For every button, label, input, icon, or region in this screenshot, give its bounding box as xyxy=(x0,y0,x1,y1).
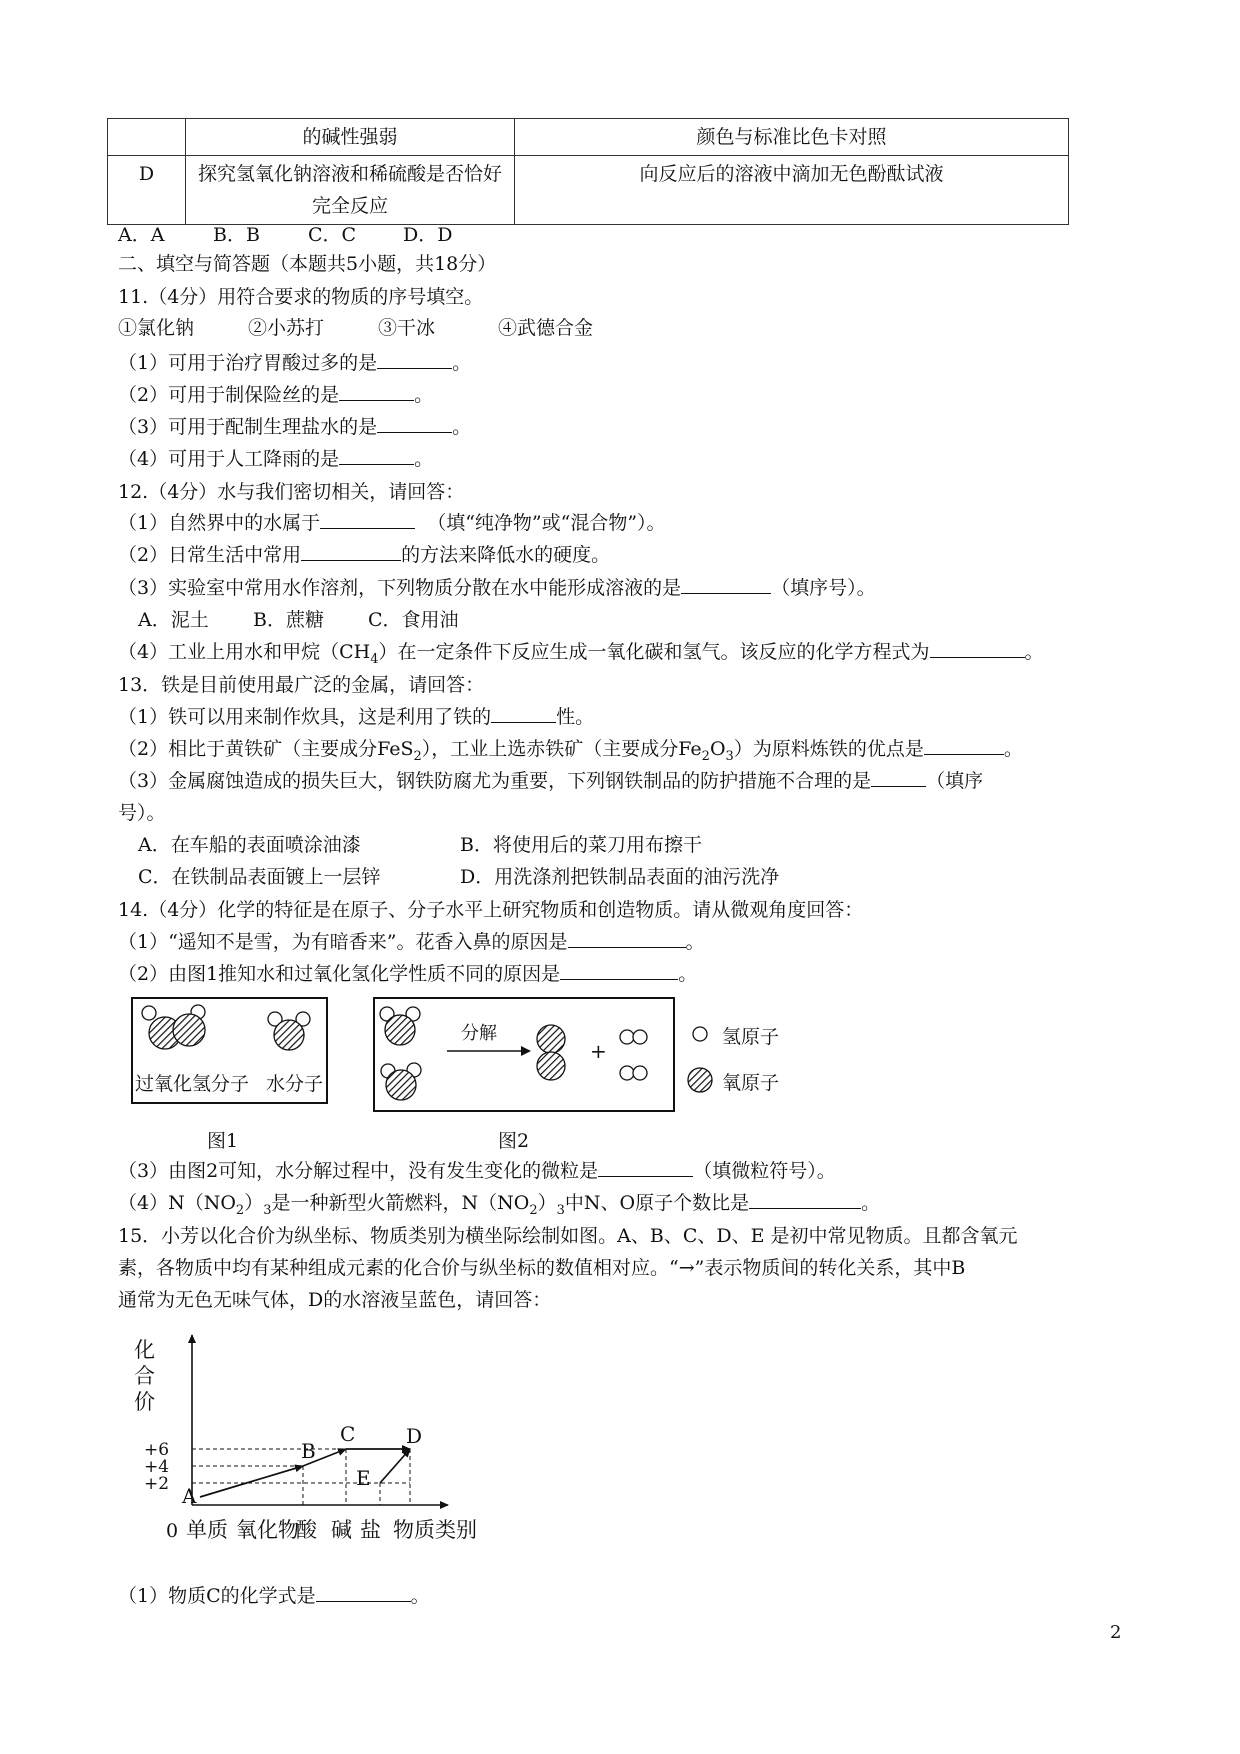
fig1-label-h2o2: 过氧化氢分子 xyxy=(135,1073,250,1095)
figure-2 xyxy=(373,997,675,1112)
answer-blank[interactable] xyxy=(339,446,414,465)
point-label-C: C xyxy=(340,1422,356,1446)
q13-option: C．在铁制品表面镀上一层锌 D．用洗涤剂把铁制品表面的油污洗净 xyxy=(138,866,780,888)
q14-stem: 14.（4分）化学的特征是在原子、分子水平上研究物质和创造物质。请从微观角度回答： xyxy=(118,899,864,921)
figure-1 xyxy=(131,997,328,1104)
q13-item: （2）相比于黄铁矿（主要成分FeS$_2$），工业上选赤铁矿（主要成分$Fe_2O_3$）为原料炼铁的优点是 。 xyxy=(118,738,1023,764)
substance: ④武德合金 xyxy=(498,317,594,339)
q13-item-cont: 号）。 xyxy=(118,802,166,824)
option[interactable]: B．B xyxy=(213,224,260,246)
option[interactable]: B．蔗糖 xyxy=(253,609,324,631)
q13-item: （1）铁可以用来制作炊具，这是利用了铁的 性。 xyxy=(118,706,595,728)
y-axis-label: 合 xyxy=(134,1364,155,1388)
q12-item: （4）工业上用水和甲烷$(CH_4)$在一定条件下反应生成一氧化碳和氢气。该反应的化学方程式为 。 xyxy=(118,641,1044,667)
q13-stem: 13．铁是目前使用最广泛的金属，请回答： xyxy=(118,674,485,696)
substance: ①氯化钠 xyxy=(118,317,195,339)
option[interactable]: A．泥土 xyxy=(138,609,209,631)
y-tick-label: +4 xyxy=(144,1457,170,1477)
x-category-label: 碱 xyxy=(331,1518,352,1542)
figure-2-caption: 图2 xyxy=(498,1130,530,1152)
legend-hydrogen: 氢原子 xyxy=(722,1026,780,1048)
q15-stem-line: 素，各物质中均有某种组成元素的化合价与纵坐标的数值相对应。“→”表示物质间的转化关系，其中B xyxy=(118,1257,966,1279)
table-cell: D xyxy=(108,156,186,225)
substance: ②小苏打 xyxy=(248,317,325,339)
point-label-E: E xyxy=(356,1466,371,1490)
table-cell: 向反应后的溶液中滴加无色酚酞试液 xyxy=(515,156,1069,225)
q10-options xyxy=(118,222,452,248)
table-cell xyxy=(108,119,186,156)
substance: ③干冰 xyxy=(378,317,436,339)
table-cell: 探究氢氧化钠溶液和稀硫酸是否恰好完全反应 xyxy=(186,156,515,225)
q14-item: （3）由图2可知，水分解过程中，没有发生变化的微粒是 （填微粒符号）。 xyxy=(118,1160,836,1182)
option[interactable]: C．食用油 xyxy=(368,609,459,631)
y-axis-label: 化 xyxy=(134,1338,155,1362)
table-cell: 颜色与标准比色卡对照 xyxy=(515,119,1069,156)
page-number: 2 xyxy=(1110,1622,1122,1643)
experiment-table xyxy=(107,118,1069,225)
x-axis-label: 物质类别 xyxy=(393,1518,477,1542)
point-label-B: B xyxy=(301,1439,316,1463)
q11-item: （1）可用于治疗胃酸过多的是 。 xyxy=(118,352,472,374)
q14-item: （1）“遥知不是雪，为有暗香来”。花香入鼻的原因是 。 xyxy=(118,931,705,953)
q15-stem-line: 通常为无色无味气体，D的水溶液呈蓝色，请回答： xyxy=(118,1289,552,1311)
q15-stem-line: 15．小芳以化合价为纵坐标、物质类别为横坐际绘制如图。A、B、C、D、E 是初中常见物质。且都含氧元 xyxy=(118,1225,1018,1247)
option[interactable]: D．D xyxy=(403,224,453,246)
q13-item: （3）金属腐蚀造成的损失巨大，钢铁防腐尤为重要，下列钢铁制品的防护措施不合理的是 （填序 xyxy=(118,770,984,792)
q12-item: （2）日常生活中常用 的方法来降低水的硬度。 xyxy=(118,544,611,566)
q11-substances xyxy=(118,315,593,341)
answer-blank[interactable] xyxy=(339,382,414,401)
legend-oxygen: 氧原子 xyxy=(722,1072,780,1094)
q11-item: （4）可用于人工降雨的是 。 xyxy=(118,448,434,470)
valence-chart xyxy=(128,1325,548,1550)
q14-item: $(4)N(NO_2)_3$是一种新型火箭燃料，$N(NO_2)_3$中N、O原子个数比是 。 xyxy=(118,1192,881,1218)
y-tick-label: +6 xyxy=(144,1440,170,1460)
y-axis-label: 价 xyxy=(134,1390,155,1414)
answer-blank[interactable] xyxy=(316,1583,411,1602)
answer-blank[interactable] xyxy=(930,639,1025,658)
point-label-A: A xyxy=(182,1484,197,1508)
y-tick-label: +2 xyxy=(144,1474,170,1494)
table-cell: 的碱性强弱 xyxy=(186,119,515,156)
q15-item: （1）物质C的化学式是 。 xyxy=(118,1585,430,1607)
decomposition-diagram xyxy=(375,999,673,1110)
x-category-label: 单质 xyxy=(186,1518,228,1542)
fig2-arrow-label: 分解 xyxy=(461,1023,497,1044)
q13-option: A．在车船的表面喷涂油漆 B．将使用后的菜刀用布擦干 xyxy=(138,834,702,856)
answer-blank[interactable] xyxy=(560,961,678,980)
answer-blank[interactable] xyxy=(924,736,1004,755)
answer-blank[interactable] xyxy=(320,510,415,529)
answer-blank[interactable] xyxy=(871,768,926,787)
q14-item: （2）由图1推知水和过氧化氢化学性质不同的原因是 。 xyxy=(118,963,698,985)
point-label-D: D xyxy=(406,1424,423,1448)
answer-blank[interactable] xyxy=(598,1158,693,1177)
q11-item: （2）可用于制保险丝的是 。 xyxy=(118,384,434,406)
answer-blank[interactable] xyxy=(568,929,686,948)
legend-symbols xyxy=(686,1020,716,1100)
q12-options xyxy=(138,607,459,633)
q12-item: （1）自然界中的水属于 （填“纯净物”或“混合物”）。 xyxy=(118,512,666,534)
q11-item: （3）可用于配制生理盐水的是 。 xyxy=(118,416,472,438)
x-category-label: 氧化物 xyxy=(236,1518,299,1542)
answer-blank[interactable] xyxy=(377,414,452,433)
q12-stem: 12.（4分）水与我们密切相关，请回答： xyxy=(118,481,465,503)
x-category-label: 酸 xyxy=(296,1518,317,1542)
answer-blank[interactable] xyxy=(491,704,556,723)
transform-arrow xyxy=(200,1466,303,1497)
origin-label: 0 xyxy=(166,1520,179,1542)
fig2-plus: + xyxy=(590,1039,607,1063)
option[interactable]: A．A xyxy=(118,224,165,246)
transform-arrow xyxy=(380,1449,410,1483)
x-category-label: 盐 xyxy=(360,1518,381,1542)
answer-blank[interactable] xyxy=(749,1190,861,1209)
answer-blank[interactable] xyxy=(301,542,401,561)
answer-blank[interactable] xyxy=(681,575,771,594)
table-row xyxy=(108,119,1069,156)
figure-1-caption: 图1 xyxy=(207,1130,239,1152)
q11-stem: 11.（4分）用符合要求的物质的序号填空。 xyxy=(118,286,484,308)
section-title: 二、填空与简答题（本题共5小题，共18分） xyxy=(118,253,497,275)
answer-blank[interactable] xyxy=(377,350,452,369)
fig1-label-h2o: 水分子 xyxy=(266,1073,324,1095)
option[interactable]: C．C xyxy=(308,224,357,246)
table-row xyxy=(108,156,1069,225)
q12-item: （3）实验室中常用水作溶剂，下列物质分散在水中能形成溶液的是 （填序号）。 xyxy=(118,577,876,599)
